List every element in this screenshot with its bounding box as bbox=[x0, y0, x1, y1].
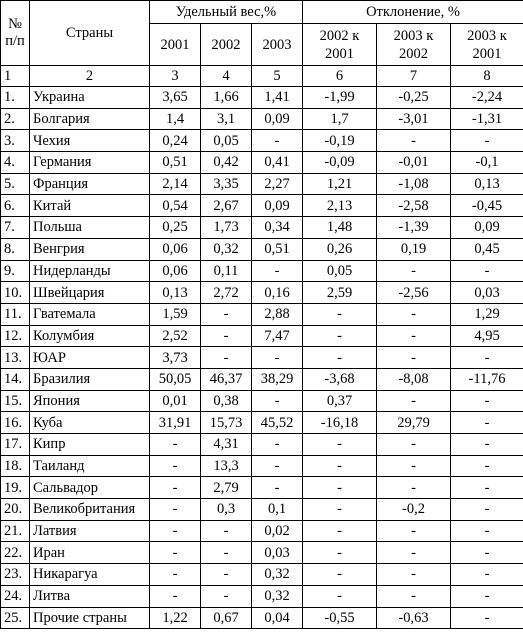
weight-cell: 0,05 bbox=[201, 130, 252, 152]
country-name: Нидерланды bbox=[30, 260, 150, 282]
table-body bbox=[1, 87, 523, 629]
deviation-cell: - bbox=[303, 477, 377, 499]
column-number: 4 bbox=[201, 66, 252, 87]
table-row bbox=[1, 303, 523, 325]
country-name: Германия bbox=[30, 152, 150, 174]
country-name: Прочие страны bbox=[30, 607, 150, 629]
table-row bbox=[1, 152, 523, 174]
deviation-cell: - bbox=[451, 499, 523, 521]
weight-cell: - bbox=[150, 585, 201, 607]
weight-cell: 2,79 bbox=[201, 477, 252, 499]
deviation-cell: -2,24 bbox=[451, 87, 523, 109]
header-group-weight: Удельный вес,% bbox=[150, 1, 303, 24]
table-row bbox=[1, 499, 523, 521]
weight-cell: 13,3 bbox=[201, 455, 252, 477]
weight-cell: 0,13 bbox=[150, 282, 201, 304]
deviation-cell: -2,56 bbox=[377, 282, 451, 304]
table-row bbox=[1, 455, 523, 477]
deviation-cell: -1,08 bbox=[377, 173, 451, 195]
column-number: 7 bbox=[377, 66, 451, 87]
row-number: 12. bbox=[1, 325, 30, 347]
weight-cell: 2,88 bbox=[252, 303, 303, 325]
weight-cell: - bbox=[150, 499, 201, 521]
deviation-cell: -0,25 bbox=[377, 87, 451, 109]
row-number: 20. bbox=[1, 499, 30, 521]
weight-cell: - bbox=[252, 477, 303, 499]
header-deviation: 2002 к 2001 bbox=[303, 24, 377, 66]
row-number: 8. bbox=[1, 238, 30, 260]
column-number: 3 bbox=[150, 66, 201, 87]
table-row bbox=[1, 87, 523, 109]
deviation-cell: -0,2 bbox=[377, 499, 451, 521]
header-group-deviation: Отклонение, % bbox=[303, 1, 523, 24]
column-number: 6 bbox=[303, 66, 377, 87]
weight-cell: - bbox=[150, 542, 201, 564]
header-year: 2001 bbox=[150, 24, 201, 66]
deviation-cell: 1,48 bbox=[303, 217, 377, 239]
deviation-cell: - bbox=[303, 564, 377, 586]
deviation-cell: - bbox=[377, 520, 451, 542]
header-country: Страны bbox=[30, 1, 150, 66]
deviation-cell: -0,1 bbox=[451, 152, 523, 174]
weight-cell: 0,54 bbox=[150, 195, 201, 217]
country-name: Великобритания bbox=[30, 499, 150, 521]
country-name: Чехия bbox=[30, 130, 150, 152]
row-number: 5. bbox=[1, 173, 30, 195]
deviation-cell: - bbox=[451, 260, 523, 282]
header-year: 2002 bbox=[201, 24, 252, 66]
table-row bbox=[1, 195, 523, 217]
deviation-cell: - bbox=[377, 130, 451, 152]
deviation-cell: -1,31 bbox=[451, 108, 523, 130]
weight-cell: 0,32 bbox=[201, 238, 252, 260]
row-number: 6. bbox=[1, 195, 30, 217]
table-row bbox=[1, 390, 523, 412]
weight-cell: 46,37 bbox=[201, 368, 252, 390]
weight-cell: - bbox=[201, 520, 252, 542]
weight-cell: 7,47 bbox=[252, 325, 303, 347]
country-name: ЮАР bbox=[30, 347, 150, 369]
weight-cell: 0,09 bbox=[252, 108, 303, 130]
country-name: Швейцария bbox=[30, 282, 150, 304]
table-row bbox=[1, 238, 523, 260]
deviation-cell: - bbox=[377, 303, 451, 325]
weight-cell: - bbox=[201, 347, 252, 369]
deviation-cell: -3,68 bbox=[303, 368, 377, 390]
row-number: 14. bbox=[1, 368, 30, 390]
deviation-cell: 1,21 bbox=[303, 173, 377, 195]
row-number: 17. bbox=[1, 434, 30, 456]
row-number: 24. bbox=[1, 585, 30, 607]
deviation-cell: -0,45 bbox=[451, 195, 523, 217]
table-row bbox=[1, 173, 523, 195]
deviation-cell: 2,59 bbox=[303, 282, 377, 304]
column-number: 8 bbox=[451, 66, 523, 87]
table-row bbox=[1, 520, 523, 542]
weight-cell: 0,03 bbox=[252, 542, 303, 564]
deviation-cell: 0,45 bbox=[451, 238, 523, 260]
deviation-cell: 0,05 bbox=[303, 260, 377, 282]
deviation-cell: - bbox=[451, 477, 523, 499]
deviation-cell: -1,99 bbox=[303, 87, 377, 109]
deviation-cell: - bbox=[303, 434, 377, 456]
table-row bbox=[1, 585, 523, 607]
row-number: 21. bbox=[1, 520, 30, 542]
deviation-cell: 29,79 bbox=[377, 412, 451, 434]
weight-cell: - bbox=[150, 455, 201, 477]
weight-cell: - bbox=[252, 260, 303, 282]
weight-cell: 0,09 bbox=[252, 195, 303, 217]
deviation-cell: - bbox=[451, 347, 523, 369]
weight-cell: 2,27 bbox=[252, 173, 303, 195]
table-row bbox=[1, 217, 523, 239]
country-name: Литва bbox=[30, 585, 150, 607]
table-row bbox=[1, 542, 523, 564]
deviation-cell: -0,55 bbox=[303, 607, 377, 629]
country-name: Кипр bbox=[30, 434, 150, 456]
weight-cell: 0,11 bbox=[201, 260, 252, 282]
deviation-cell: 1,29 bbox=[451, 303, 523, 325]
deviation-cell: - bbox=[451, 564, 523, 586]
deviation-cell: - bbox=[451, 434, 523, 456]
deviation-cell: - bbox=[451, 130, 523, 152]
header-row-number: № п/п bbox=[1, 1, 30, 66]
weight-cell: 0,67 bbox=[201, 607, 252, 629]
country-name: Сальвадор bbox=[30, 477, 150, 499]
weight-cell: - bbox=[201, 325, 252, 347]
weight-cell: - bbox=[150, 477, 201, 499]
weight-cell: - bbox=[201, 564, 252, 586]
weight-cell: - bbox=[252, 390, 303, 412]
weight-cell: 3,73 bbox=[150, 347, 201, 369]
weight-cell: - bbox=[150, 564, 201, 586]
deviation-cell: -3,01 bbox=[377, 108, 451, 130]
weight-cell: 45,52 bbox=[252, 412, 303, 434]
weight-cell: 0,38 bbox=[201, 390, 252, 412]
country-name: Япония bbox=[30, 390, 150, 412]
row-number: 2. bbox=[1, 108, 30, 130]
weight-cell: 0,01 bbox=[150, 390, 201, 412]
weight-cell: 2,67 bbox=[201, 195, 252, 217]
table-row bbox=[1, 434, 523, 456]
deviation-cell: - bbox=[377, 325, 451, 347]
deviation-cell: 4,95 bbox=[451, 325, 523, 347]
country-name: Польша bbox=[30, 217, 150, 239]
weight-cell: 0,51 bbox=[252, 238, 303, 260]
weight-cell: 0,16 bbox=[252, 282, 303, 304]
weight-cell: 15,73 bbox=[201, 412, 252, 434]
weight-cell: 0,04 bbox=[252, 607, 303, 629]
weight-cell: 1,4 bbox=[150, 108, 201, 130]
country-name: Болгария bbox=[30, 108, 150, 130]
deviation-cell: - bbox=[451, 585, 523, 607]
row-number: 9. bbox=[1, 260, 30, 282]
deviation-cell: - bbox=[377, 455, 451, 477]
deviation-cell: - bbox=[451, 455, 523, 477]
table-row bbox=[1, 347, 523, 369]
row-number: 4. bbox=[1, 152, 30, 174]
row-number: 7. bbox=[1, 217, 30, 239]
weight-cell: 0,1 bbox=[252, 499, 303, 521]
country-name: Колумбия bbox=[30, 325, 150, 347]
row-number: 10. bbox=[1, 282, 30, 304]
deviation-cell: 0,03 bbox=[451, 282, 523, 304]
deviation-cell: 0,13 bbox=[451, 173, 523, 195]
header-deviation: 2003 к 2002 bbox=[377, 24, 451, 66]
weight-cell: 3,35 bbox=[201, 173, 252, 195]
weight-cell: - bbox=[252, 455, 303, 477]
weight-cell: 0,3 bbox=[201, 499, 252, 521]
country-name: Иран bbox=[30, 542, 150, 564]
weight-cell: 38,29 bbox=[252, 368, 303, 390]
weight-cell: 0,25 bbox=[150, 217, 201, 239]
table-row bbox=[1, 564, 523, 586]
country-name: Куба bbox=[30, 412, 150, 434]
deviation-cell: -2,58 bbox=[377, 195, 451, 217]
header-deviation: 2003 к 2001 bbox=[451, 24, 523, 66]
deviation-cell: 2,13 bbox=[303, 195, 377, 217]
weight-cell: 31,91 bbox=[150, 412, 201, 434]
deviation-cell: -0,19 bbox=[303, 130, 377, 152]
deviation-cell: -0,01 bbox=[377, 152, 451, 174]
weight-cell: - bbox=[201, 585, 252, 607]
country-name: Латвия bbox=[30, 520, 150, 542]
weight-cell: - bbox=[201, 542, 252, 564]
table-row bbox=[1, 607, 523, 629]
row-number: 19. bbox=[1, 477, 30, 499]
deviation-cell: - bbox=[303, 520, 377, 542]
country-name: Таиланд bbox=[30, 455, 150, 477]
weight-cell: 1,66 bbox=[201, 87, 252, 109]
weight-cell: - bbox=[150, 434, 201, 456]
deviation-cell: 0,19 bbox=[377, 238, 451, 260]
deviation-cell: - bbox=[377, 585, 451, 607]
weight-cell: 0,06 bbox=[150, 238, 201, 260]
weight-cell: 3,65 bbox=[150, 87, 201, 109]
deviation-cell: - bbox=[303, 455, 377, 477]
row-number: 22. bbox=[1, 542, 30, 564]
deviation-cell: - bbox=[451, 390, 523, 412]
weight-cell: 4,31 bbox=[201, 434, 252, 456]
column-number: 2 bbox=[30, 66, 150, 87]
weight-cell: 1,73 bbox=[201, 217, 252, 239]
deviation-cell: - bbox=[451, 542, 523, 564]
weight-cell: 1,59 bbox=[150, 303, 201, 325]
table-row bbox=[1, 282, 523, 304]
deviation-cell: 0,26 bbox=[303, 238, 377, 260]
country-name: Бразилия bbox=[30, 368, 150, 390]
weight-cell: - bbox=[150, 520, 201, 542]
weight-cell: 50,05 bbox=[150, 368, 201, 390]
deviation-cell: - bbox=[303, 585, 377, 607]
column-number: 1 bbox=[1, 66, 30, 87]
deviation-cell: - bbox=[377, 564, 451, 586]
column-number: 5 bbox=[252, 66, 303, 87]
deviation-cell: -11,76 bbox=[451, 368, 523, 390]
deviation-cell: - bbox=[451, 520, 523, 542]
weight-cell: - bbox=[252, 130, 303, 152]
row-number: 18. bbox=[1, 455, 30, 477]
table-row bbox=[1, 260, 523, 282]
deviation-cell: -16,18 bbox=[303, 412, 377, 434]
deviation-cell: - bbox=[377, 542, 451, 564]
row-number: 13. bbox=[1, 347, 30, 369]
deviation-cell: - bbox=[451, 412, 523, 434]
weight-cell: 1,41 bbox=[252, 87, 303, 109]
weight-cell: 0,34 bbox=[252, 217, 303, 239]
weight-cell: 0,02 bbox=[252, 520, 303, 542]
country-name: Франция bbox=[30, 173, 150, 195]
deviation-cell: -0,09 bbox=[303, 152, 377, 174]
country-name: Украина bbox=[30, 87, 150, 109]
weight-cell: 2,52 bbox=[150, 325, 201, 347]
weight-cell: 0,51 bbox=[150, 152, 201, 174]
weight-cell: 0,32 bbox=[252, 585, 303, 607]
row-number: 16. bbox=[1, 412, 30, 434]
row-number: 25. bbox=[1, 607, 30, 629]
weight-cell: 2,14 bbox=[150, 173, 201, 195]
table-row bbox=[1, 130, 523, 152]
weight-cell: 3,1 bbox=[201, 108, 252, 130]
country-name: Венгрия bbox=[30, 238, 150, 260]
deviation-cell: 0,09 bbox=[451, 217, 523, 239]
table-row bbox=[1, 108, 523, 130]
row-number: 11. bbox=[1, 303, 30, 325]
deviation-cell: - bbox=[303, 347, 377, 369]
weight-cell: 0,42 bbox=[201, 152, 252, 174]
weight-cell: 0,06 bbox=[150, 260, 201, 282]
deviation-cell: - bbox=[377, 347, 451, 369]
table-row bbox=[1, 477, 523, 499]
row-number: 3. bbox=[1, 130, 30, 152]
weight-cell: 0,41 bbox=[252, 152, 303, 174]
deviation-cell: - bbox=[303, 542, 377, 564]
deviation-cell: - bbox=[377, 390, 451, 412]
deviation-cell: 1,7 bbox=[303, 108, 377, 130]
weight-cell: 1,22 bbox=[150, 607, 201, 629]
deviation-cell: - bbox=[451, 607, 523, 629]
weight-cell: - bbox=[252, 434, 303, 456]
row-number: 1. bbox=[1, 87, 30, 109]
table-row bbox=[1, 412, 523, 434]
country-name: Никарагуа bbox=[30, 564, 150, 586]
deviation-cell: - bbox=[303, 325, 377, 347]
row-number: 23. bbox=[1, 564, 30, 586]
deviation-cell: -8,08 bbox=[377, 368, 451, 390]
table-row bbox=[1, 368, 523, 390]
deviation-cell: - bbox=[303, 303, 377, 325]
table-row bbox=[1, 325, 523, 347]
weight-cell: 0,32 bbox=[252, 564, 303, 586]
deviation-cell: - bbox=[377, 434, 451, 456]
deviation-cell: - bbox=[377, 260, 451, 282]
country-name: Гватемала bbox=[30, 303, 150, 325]
deviation-cell: - bbox=[377, 477, 451, 499]
header-year: 2003 bbox=[252, 24, 303, 66]
deviation-cell: -0,63 bbox=[377, 607, 451, 629]
weight-cell: 2,72 bbox=[201, 282, 252, 304]
weight-cell: - bbox=[252, 347, 303, 369]
country-name: Китай bbox=[30, 195, 150, 217]
weight-cell: 0,24 bbox=[150, 130, 201, 152]
deviation-cell: - bbox=[303, 499, 377, 521]
deviation-cell: -1,39 bbox=[377, 217, 451, 239]
row-number: 15. bbox=[1, 390, 30, 412]
deviation-cell: 0,37 bbox=[303, 390, 377, 412]
weight-cell: - bbox=[201, 303, 252, 325]
